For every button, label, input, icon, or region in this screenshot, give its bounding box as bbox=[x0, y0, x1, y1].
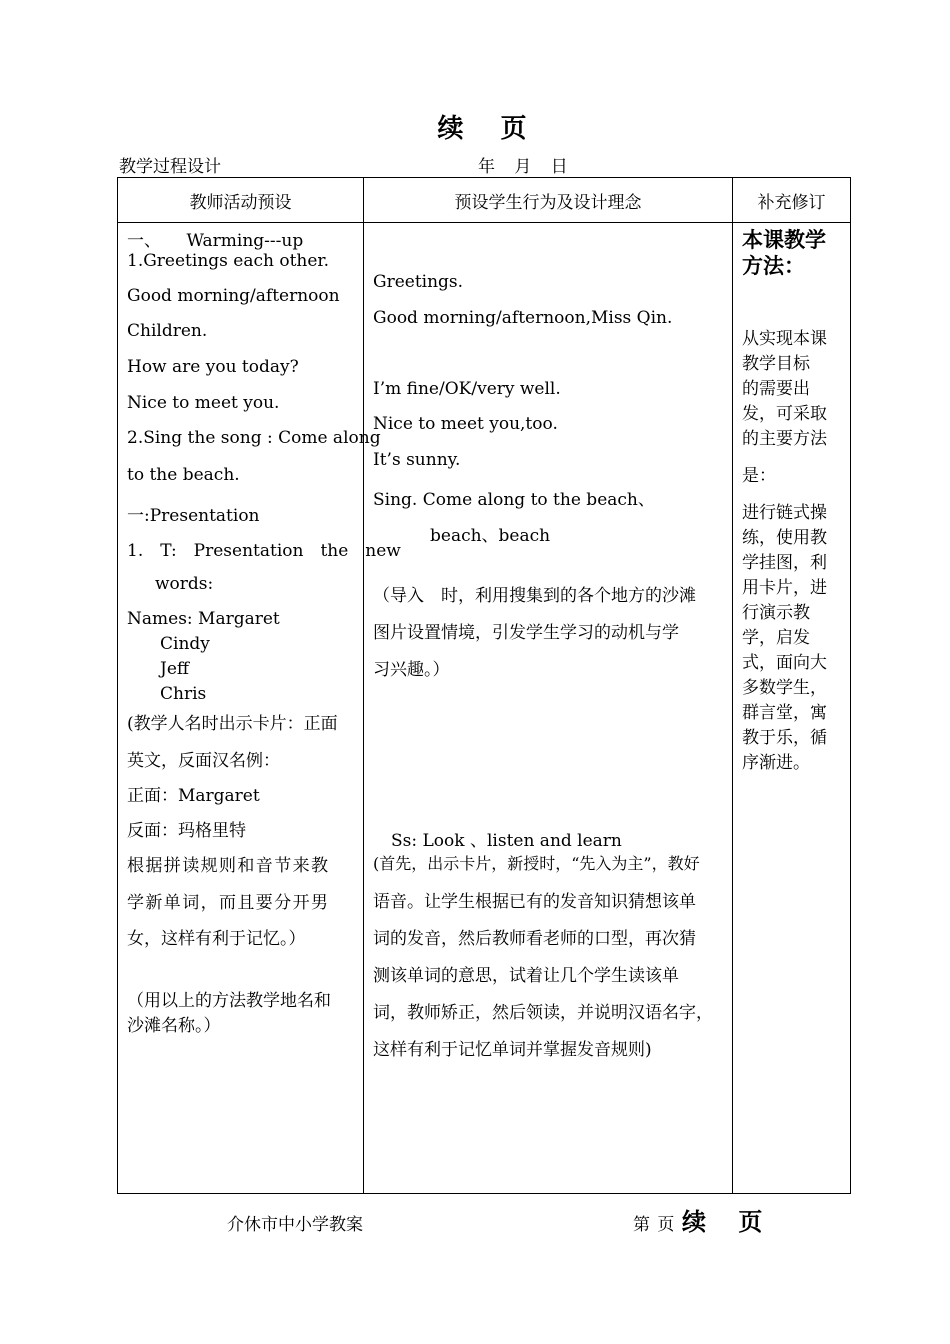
text-line: to the beach. bbox=[127, 465, 240, 485]
text-line: Ss: Look 、listen and learn bbox=[391, 831, 622, 851]
text-line: Greetings. bbox=[373, 272, 464, 292]
text-line: 根据拼读规则和音节来教 bbox=[127, 856, 330, 876]
text-line: 发，可采取 bbox=[742, 404, 827, 424]
text-line: 学，启发 bbox=[742, 628, 810, 648]
header-revision: 补充修订 bbox=[733, 178, 851, 223]
text-line: 的需要出 bbox=[742, 379, 810, 399]
text-line: Children. bbox=[127, 321, 208, 341]
text-line: 教于乐，循 bbox=[742, 728, 827, 748]
text-line: 英文，反面汉名例： bbox=[127, 751, 280, 771]
student-behavior-cell bbox=[364, 223, 733, 1194]
text-line: Names: Margaret bbox=[127, 609, 280, 629]
text-line: 进行链式操 bbox=[742, 503, 827, 523]
lesson-plan-table bbox=[117, 177, 851, 1194]
text-line: Nice to meet you. bbox=[127, 393, 280, 413]
text-line: 词的发音，然后教师看老师的口型，再次猜 bbox=[373, 929, 696, 949]
text-line: 语音。让学生根据已有的发音知识猜想该单 bbox=[373, 892, 696, 912]
text-line: 练，使用教 bbox=[742, 528, 827, 548]
text-line: 一、 Warming---up bbox=[127, 231, 304, 251]
text-line: 反面：玛格里特 bbox=[127, 821, 246, 841]
text-line: 女，这样有利于记忆。） bbox=[127, 929, 306, 949]
text-line: How are you today? bbox=[127, 357, 299, 377]
text-line: 学新单词，而且要分开男 bbox=[127, 893, 330, 913]
footer-page-number: 第 页 bbox=[633, 1215, 675, 1235]
text-line: Jeff bbox=[160, 659, 189, 679]
header-student-behavior: 预设学生行为及设计理念 bbox=[364, 178, 733, 223]
text-line: (首先，出示卡片，新授时，“先入为主”，教好 bbox=[373, 854, 700, 873]
text-line: Good morning/afternoon,Miss Qin. bbox=[373, 308, 673, 328]
text-line: 图片设置情境，引发学生学习的动机与学 bbox=[373, 623, 679, 643]
text-line: 学挂图，利 bbox=[742, 553, 827, 573]
text-line: 是： bbox=[742, 466, 776, 486]
text-line: Cindy bbox=[160, 634, 210, 654]
text-line: 的主要方法 bbox=[742, 429, 827, 449]
text-line: 教学目标 bbox=[742, 354, 810, 374]
text-line: 一:Presentation bbox=[127, 506, 260, 526]
text-line: 序渐进。 bbox=[742, 753, 810, 773]
text-line: 这样有利于记忆单词并掌握发音规则) bbox=[373, 1040, 652, 1060]
text-line: 多数学生， bbox=[742, 678, 827, 698]
revision-cell bbox=[733, 223, 851, 1194]
text-line: （用以上的方法教学地名和 bbox=[127, 991, 331, 1011]
text-line: 2.Sing the song : Come along bbox=[127, 428, 381, 448]
text-line: 词，教师矫正，然后领读，并说明汉语名字， bbox=[373, 1003, 713, 1023]
text-line: 行演示教 bbox=[742, 603, 810, 623]
header-teacher-activity: 教师活动预设 bbox=[118, 178, 364, 223]
text-line: I’m fine/OK/very well. bbox=[373, 379, 561, 399]
text-line: 式，面向大 bbox=[742, 653, 827, 673]
page-title: 续 页 bbox=[437, 114, 541, 144]
text-line: beach、beach bbox=[430, 526, 551, 546]
footer-continued: 续 页 bbox=[682, 1207, 775, 1236]
text-line: 1.Greetings each other. bbox=[127, 251, 330, 271]
text-line: 群言堂，寓 bbox=[742, 703, 827, 723]
text-line: 正面：Margaret bbox=[127, 786, 260, 806]
text-line: words: bbox=[155, 574, 214, 594]
text-line: Sing. Come along to the beach、 bbox=[373, 490, 655, 510]
method-heading: 本课教学 bbox=[742, 227, 826, 252]
text-line: (教学人名时出示卡片：正面 bbox=[127, 714, 338, 734]
method-heading: 方法： bbox=[742, 253, 805, 278]
text-line: Chris bbox=[160, 684, 207, 704]
footer-school: 介休市中小学教案 bbox=[227, 1215, 363, 1235]
text-line: 用卡片，进 bbox=[742, 578, 827, 598]
text-line: Good morning/afternoon bbox=[127, 286, 340, 306]
text-line: 1. T: Presentation the new bbox=[127, 541, 401, 561]
teacher-activity-cell bbox=[118, 223, 401, 1194]
text-line: 习兴趣。） bbox=[373, 660, 450, 680]
text-line: 从实现本课 bbox=[742, 329, 827, 349]
text-line: It’s sunny. bbox=[373, 450, 461, 470]
text-line: （导入 时，利用搜集到的各个地方的沙滩 bbox=[373, 586, 696, 606]
text-line: 沙滩名称。） bbox=[127, 1016, 221, 1036]
date-field: 年 月 日 bbox=[478, 157, 568, 177]
text-line: Nice to meet you,too. bbox=[373, 414, 558, 434]
text-line: 测该单词的意思，试着让几个学生读该单 bbox=[373, 966, 679, 986]
section-label: 教学过程设计 bbox=[119, 157, 221, 177]
